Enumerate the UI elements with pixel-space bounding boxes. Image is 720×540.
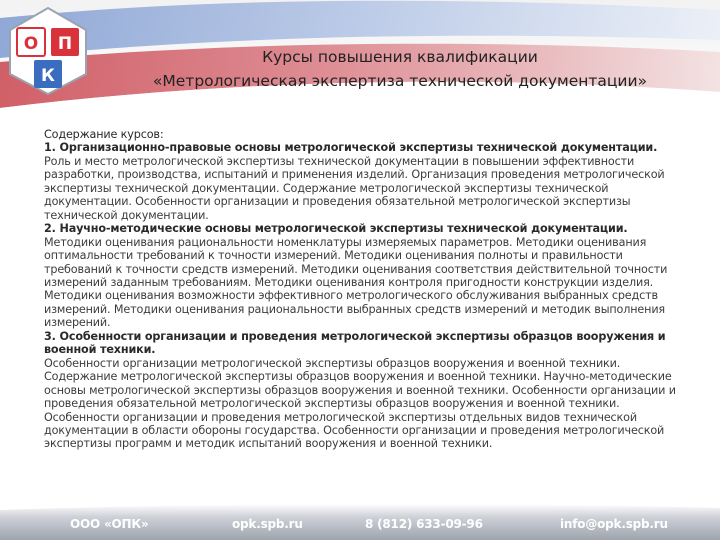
opk-logo bbox=[8, 6, 88, 96]
logo-letter: П bbox=[57, 34, 73, 54]
title-line-1: Курсы повышения квалификации bbox=[262, 48, 538, 66]
content-intro: Содержание курсов: bbox=[44, 128, 164, 141]
footer-email-link[interactable]: info@opk.spb.ru bbox=[560, 517, 668, 531]
section-2-body: Методики оценивания рациональности номенклатуры измеряемых параметров. Методики оценивания оптимальности требований к точности измерений. Методики оценивания полноты и правильности требований к точности средств измерений. Методики оценивания соответствия действительной точности измерений заданным требованиям. Методики оценивания контроля пригодности конструкции изделия. Методики оценивания возможности эффективного метрологического обслуживания выбранных средств измерений. Методики оценивания рациональности выбранных средств измерений и методик выполнения измерений. bbox=[44, 235, 668, 330]
footer-phone: 8 (812) 633-09-96 bbox=[365, 517, 483, 531]
section-3-heading: 3. Особенности организации и проведения метрологической экспертизы образцов вооружения и военной техники. bbox=[44, 329, 666, 357]
section-1-body: Роль и место метрологической экспертизы технической документации в повышении эффективности разработки, производства, испытаний и применения изделий. Организация проведения метрологической экспертизы технической документации. Содержание метрологической экспертизы технической документации. Особенности организации и проведения обязательной метрологической экспертизы технической документации. bbox=[44, 154, 665, 222]
course-content bbox=[44, 128, 692, 451]
page-title bbox=[120, 45, 680, 93]
section-2-heading: 2. Научно-методические основы метрологической экспертизы технической документации. bbox=[44, 222, 628, 236]
title-line-2: «Метрологическая экспертиза технической документации» bbox=[152, 72, 648, 90]
section-1-heading: 1. Организационно-правовые основы метрологической экспертизы технической документации. bbox=[44, 141, 658, 155]
header-banner bbox=[0, 0, 720, 125]
footer-website-link[interactable]: opk.spb.ru bbox=[232, 517, 303, 531]
footer-company: ООО «ОПК» bbox=[70, 517, 149, 531]
logo-letter: К bbox=[41, 66, 55, 86]
footer-bar bbox=[0, 500, 720, 540]
section-3-body: Особенности организации метрологической экспертизы образцов вооружения и военной техники. Содержание метрологической экспертизы образцов вооружения и военной техники. Научно-методические основы метрологической экспертизы образцов вооружения и военной техники. Особенности организации и проведения обязательной метрологической экспертизы образцов вооружения и военной техники. Особенности организации и проведения метрологической экспертизы отдельных видов технической документации в области обороны государства. Особенности организации и проведения метрологической экспертизы программ и методик испытаний вооружения и военной техники. bbox=[44, 356, 676, 451]
logo-letter: О bbox=[23, 34, 39, 54]
